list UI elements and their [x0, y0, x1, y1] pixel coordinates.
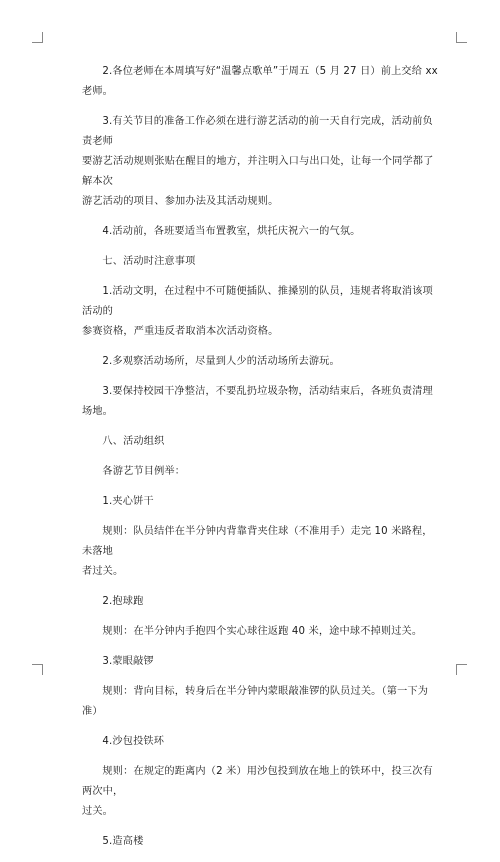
document-paragraph: [82, 282, 442, 342]
text-line: 者过关。: [82, 566, 124, 577]
document-paragraph: [82, 622, 442, 642]
text-line: 4.沙包投铁环: [102, 736, 165, 747]
text-line: 各游艺节目例举：: [102, 466, 186, 477]
crop-mark-top-right: [456, 32, 467, 43]
text-line: 要游艺活动规则张贴在醒目的地方，并注明入口与出口处，让每一个同学都了解本次: [82, 156, 434, 187]
document-paragraph: [82, 732, 442, 752]
document-paragraph: [82, 112, 442, 212]
document-paragraph: [82, 652, 442, 672]
text-line: 1.夹心饼干: [102, 496, 154, 507]
document-body: [82, 62, 442, 862]
text-line: 规则：在规定的距离内（2 米）用沙包投到放在地上的铁环中，投三次有两次中，: [82, 766, 433, 797]
text-line: 3.要保持校园干净整洁，不要乱扔垃圾杂物，活动结束后，各班负责清理场地。: [82, 386, 433, 417]
text-line: 5.造高楼: [102, 836, 144, 847]
document-paragraph: [82, 252, 442, 272]
document-paragraph: [82, 682, 442, 722]
text-line: 3.蒙眼敲锣: [102, 656, 154, 667]
text-line: 2.多观察活动场所，尽量到人少的活动场所去游玩。: [102, 356, 340, 367]
crop-mark-bottom-left: [32, 664, 43, 675]
text-line: 过关。: [82, 806, 114, 817]
text-line: 规则：队员结伴在半分钟内背靠背夹住球（不准用手）走完 10 米路程，未落地: [82, 526, 433, 557]
text-line: 2.各位老师在本周填写好“温馨点歌单”于周五（5 月 27 日）前上交给 xx 老师。: [82, 66, 438, 97]
text-line: 2.抱球跑: [102, 596, 144, 607]
document-paragraph: [82, 522, 442, 582]
text-line: 规则：在半分钟内手抱四个实心球往返跑 40 米，途中球不掉则过关。: [102, 626, 423, 637]
document-paragraph: [82, 432, 442, 452]
text-line: 4.活动前，各班要适当布置教室，烘托庆祝六一的气氛。: [102, 226, 361, 237]
crop-mark-bottom-right: [456, 664, 467, 675]
text-line: 八、活动组织: [102, 436, 165, 447]
crop-mark-top-left: [32, 32, 43, 43]
document-paragraph: [82, 62, 442, 102]
document-paragraph: [82, 222, 442, 242]
document-paragraph: [82, 462, 442, 482]
text-line: 参赛资格，严重违反者取消本次活动资格。: [82, 326, 279, 337]
document-paragraph: [82, 832, 442, 852]
document-paragraph: [82, 352, 442, 372]
document-paragraph: [82, 382, 442, 422]
document-paragraph: [82, 592, 442, 612]
document-paragraph: [82, 762, 442, 822]
text-line: 1.活动文明，在过程中不可随便插队、推搡别的队员，违规者将取消该项活动的: [82, 286, 433, 317]
document-paragraph: [82, 492, 442, 512]
text-line: 七、活动时注意事项: [102, 256, 196, 267]
text-line: 3.有关节目的准备工作必须在进行游艺活动的前一天自行完成，活动前负责老师: [82, 116, 433, 147]
text-line: 规则：背向目标，转身后在半分钟内蒙眼敲准锣的队员过关。（第一下为准）: [82, 686, 429, 717]
text-line: 游艺活动的项目、参加办法及其活动规则。: [82, 196, 279, 207]
